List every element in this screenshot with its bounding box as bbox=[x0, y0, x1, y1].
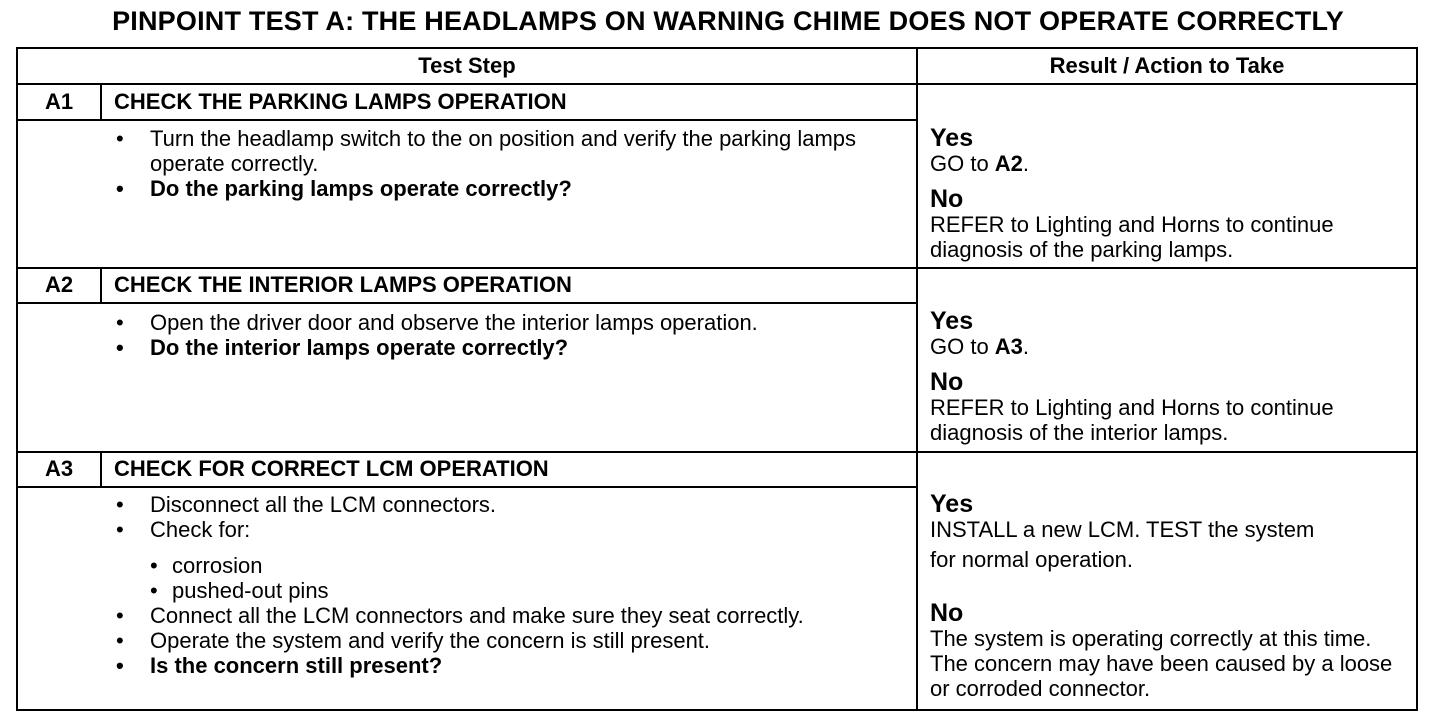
no-label: No bbox=[930, 185, 964, 213]
list-item: • Disconnect all the LCM connectors. bbox=[114, 492, 904, 517]
id-divider bbox=[100, 453, 102, 487]
step-instructions bbox=[114, 126, 904, 201]
step-id: A1 bbox=[44, 89, 74, 114]
step-id: A2 bbox=[44, 272, 74, 297]
list-item: • Do the parking lamps operate correctly? bbox=[114, 176, 904, 201]
step-title: CHECK THE PARKING LAMPS OPERATION bbox=[114, 89, 567, 114]
yes-label: Yes bbox=[930, 124, 974, 152]
page-title: PINPOINT TEST A: THE HEADLAMPS ON WARNING CHIME DOES NOT OPERATE CORRECTLY bbox=[112, 6, 1344, 36]
column-divider bbox=[916, 49, 918, 709]
step-title: CHECK THE INTERIOR LAMPS OPERATION bbox=[114, 272, 572, 297]
row-divider bbox=[18, 267, 1416, 269]
goto-step-link[interactable]: A3 bbox=[994, 334, 1023, 359]
list-item: • Open the driver door and observe the interior lamps operation. bbox=[114, 310, 904, 335]
no-label: No bbox=[930, 599, 964, 627]
no-action: REFER to Lighting and Horns to continue diagnosis of the parking lamps. bbox=[930, 212, 1334, 262]
yes-action-text: GO to bbox=[930, 334, 995, 359]
list-item: • Connect all the LCM connectors and make sure they seat correctly. bbox=[114, 603, 904, 628]
step-result bbox=[930, 308, 1410, 445]
yes-label: Yes bbox=[930, 307, 974, 335]
step-title-divider bbox=[18, 486, 916, 488]
list-item: • Operate the system and verify the concern is still present. bbox=[114, 628, 904, 653]
id-divider bbox=[100, 269, 102, 303]
sub-list-item: • corrosion bbox=[150, 553, 904, 578]
goto-step-link[interactable]: A2 bbox=[994, 151, 1023, 176]
no-action: REFER to Lighting and Horns to continue diagnosis of the interior lamps. bbox=[930, 395, 1334, 445]
yes-action-line: INSTALL a new LCM. TEST the system bbox=[930, 517, 1315, 542]
step-instructions bbox=[114, 492, 904, 678]
header-test-step: Test Step bbox=[418, 53, 516, 78]
no-action: The system is operating correctly at this time. The concern may have been caused by a loose or corroded connector. bbox=[930, 626, 1393, 701]
list-item: • Is the concern still present? bbox=[114, 653, 904, 678]
step-title: CHECK FOR CORRECT LCM OPERATION bbox=[114, 456, 549, 481]
list-item: • Turn the headlamp switch to the on position and verify the parking lamps operate correctly. bbox=[114, 126, 904, 176]
header-result: Result / Action to Take bbox=[1049, 53, 1285, 78]
step-title-divider bbox=[18, 302, 916, 304]
yes-action-suffix: . bbox=[1022, 151, 1030, 176]
step-result bbox=[930, 491, 1410, 701]
row-divider bbox=[18, 451, 1416, 453]
yes-action bbox=[930, 334, 1410, 359]
table-header bbox=[18, 49, 1416, 85]
step-instructions bbox=[114, 310, 904, 360]
yes-action-text: GO to bbox=[930, 151, 995, 176]
yes-action-suffix: . bbox=[1022, 334, 1030, 359]
step-id: A3 bbox=[44, 456, 74, 481]
yes-action-line: for normal operation. bbox=[930, 547, 1133, 572]
no-label: No bbox=[930, 368, 964, 396]
step-result bbox=[930, 125, 1410, 262]
sub-list-item: • pushed-out pins bbox=[150, 578, 904, 603]
yes-action bbox=[930, 151, 1410, 176]
list-item: • Check for: bbox=[114, 517, 904, 542]
list-item: • Do the interior lamps operate correctly? bbox=[114, 335, 904, 360]
id-divider bbox=[100, 85, 102, 121]
yes-label: Yes bbox=[930, 490, 974, 518]
step-title-divider bbox=[18, 119, 916, 121]
pinpoint-test-table bbox=[16, 47, 1418, 711]
